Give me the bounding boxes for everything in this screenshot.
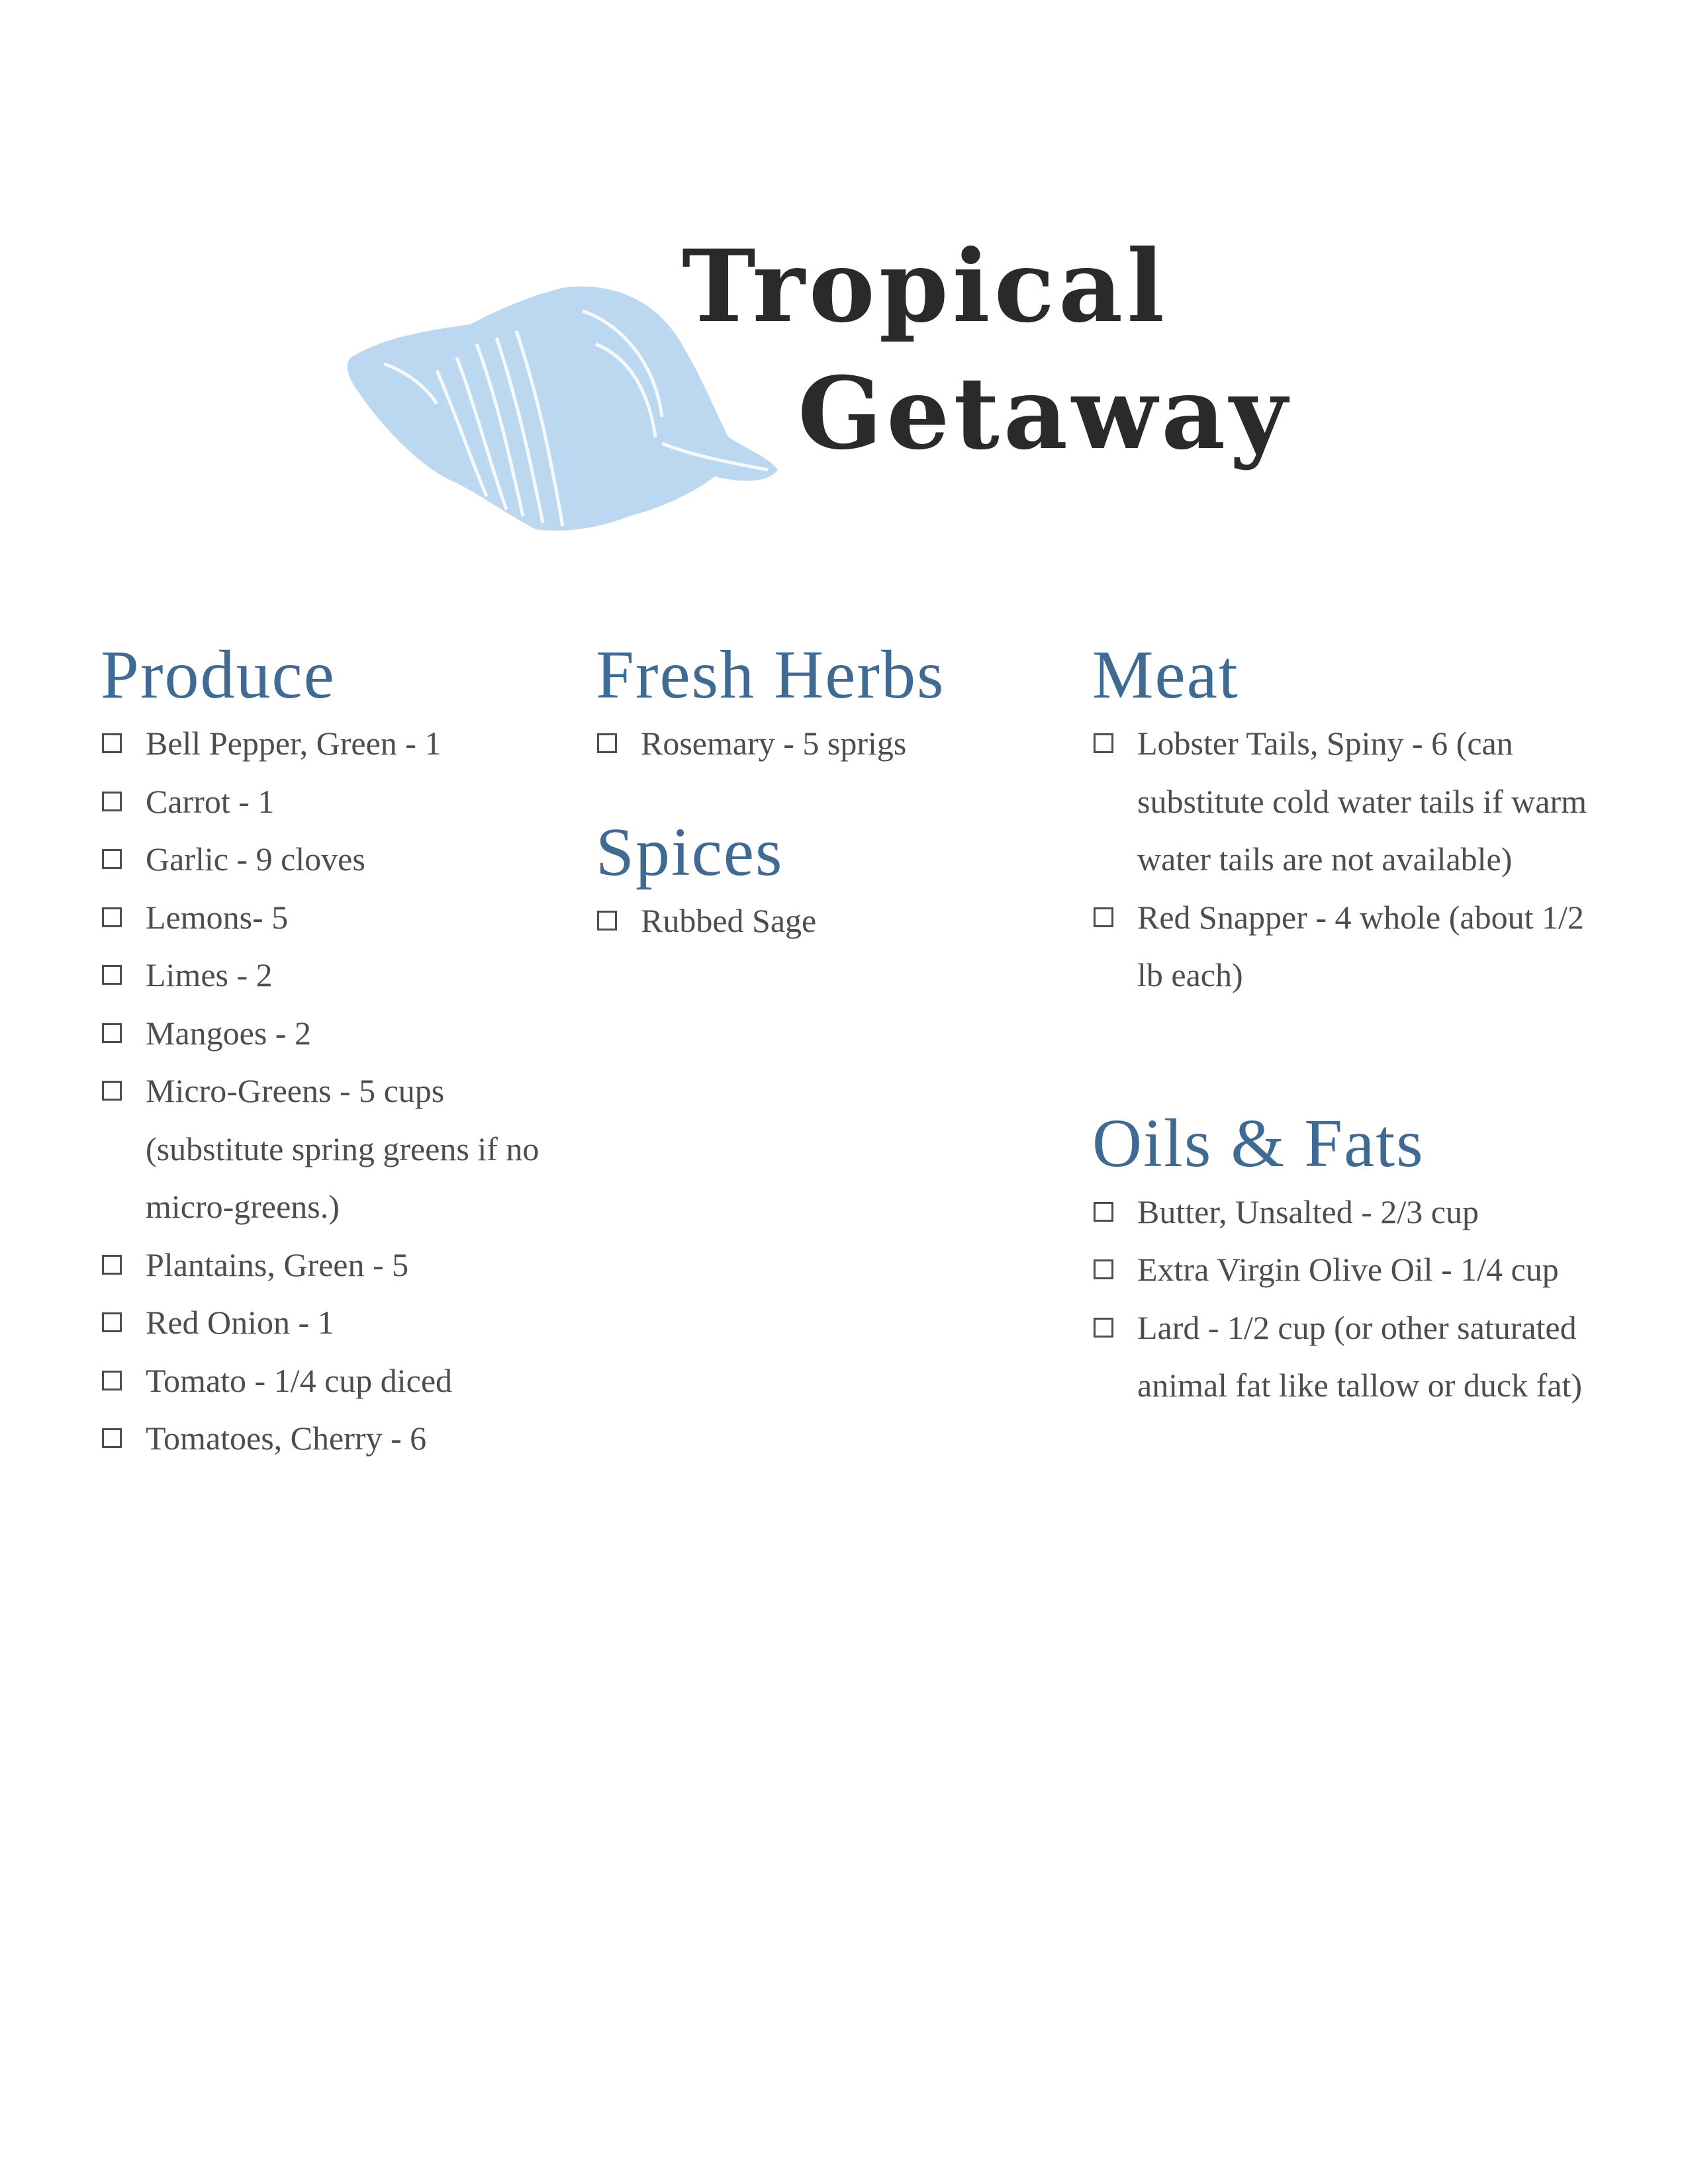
checkbox-icon[interactable] (102, 1023, 122, 1043)
list-item[interactable]: Limes - 2 (101, 946, 590, 1005)
list-item[interactable]: Red Snapper - 4 whole (about 1/2 lb each) (1092, 889, 1595, 1005)
list-item[interactable]: Tomatoes, Cherry - 6 (101, 1410, 590, 1468)
list-item[interactable]: Micro-Greens - 5 cups (substitute spring greens if no micro-greens.) (101, 1062, 590, 1236)
checkbox-icon[interactable] (102, 907, 122, 927)
oils-fats-list (1092, 1183, 1595, 1415)
section-title-oils-fats: Oils & Fats (1092, 1105, 1425, 1181)
list-item[interactable]: Bell Pepper, Green - 1 (101, 715, 590, 773)
list-item[interactable]: Carrot - 1 (101, 773, 590, 831)
spices-list (596, 892, 1086, 950)
checkbox-icon[interactable] (1094, 1318, 1113, 1338)
list-item[interactable]: Lemons- 5 (101, 889, 590, 947)
checkbox-icon[interactable] (102, 1255, 122, 1275)
checkbox-icon[interactable] (102, 733, 122, 753)
checkbox-icon[interactable] (102, 1081, 122, 1101)
checkbox-icon[interactable] (597, 911, 617, 931)
checkbox-icon[interactable] (102, 1312, 122, 1332)
herbs-spices-column (596, 635, 1086, 950)
produce-list (101, 715, 590, 1468)
produce-column (101, 635, 590, 1468)
page-header (0, 0, 1688, 596)
title-line-1: Tropical (682, 228, 1169, 345)
list-item[interactable]: Lobster Tails, Spiny - 6 (can substitute cold water tails if warm water tails are not available) (1092, 715, 1595, 889)
section-title-meat: Meat (1092, 637, 1239, 713)
checkbox-icon[interactable] (102, 1428, 122, 1448)
list-item[interactable]: Red Onion - 1 (101, 1294, 590, 1352)
spices-section (596, 813, 1086, 950)
list-item[interactable]: Rosemary - 5 sprigs (596, 715, 1086, 773)
checkbox-icon[interactable] (102, 1371, 122, 1390)
list-item[interactable]: Butter, Unsalted - 2/3 cup (1092, 1183, 1595, 1242)
meat-list (1092, 715, 1595, 1005)
checkbox-icon[interactable] (102, 792, 122, 811)
list-item[interactable]: Extra Virgin Olive Oil - 1/4 cup (1092, 1241, 1595, 1299)
list-item[interactable]: Mangoes - 2 (101, 1005, 590, 1063)
section-title-fresh-herbs: Fresh Herbs (596, 637, 945, 713)
checkbox-icon[interactable] (1094, 1202, 1113, 1222)
title-line-2: Getaway (798, 355, 1291, 472)
checkbox-icon[interactable] (102, 849, 122, 869)
section-title-spices: Spices (596, 813, 784, 890)
meat-oils-column (1092, 635, 1595, 1415)
checkbox-icon[interactable] (102, 965, 122, 985)
fresh-herbs-list (596, 715, 1086, 773)
oils-fats-section (1092, 1104, 1595, 1415)
list-item[interactable]: Tomato - 1/4 cup diced (101, 1352, 590, 1410)
section-title-produce: Produce (101, 637, 336, 713)
list-item[interactable]: Plantains, Green - 5 (101, 1236, 590, 1295)
list-item[interactable]: Rubbed Sage (596, 892, 1086, 950)
list-item[interactable]: Garlic - 9 cloves (101, 831, 590, 889)
checkbox-icon[interactable] (1094, 1259, 1113, 1279)
checkbox-icon[interactable] (597, 733, 617, 753)
checkbox-icon[interactable] (1094, 907, 1113, 927)
list-item[interactable]: Lard - 1/2 cup (or other saturated animal fat like tallow or duck fat) (1092, 1299, 1595, 1415)
checkbox-icon[interactable] (1094, 733, 1113, 753)
